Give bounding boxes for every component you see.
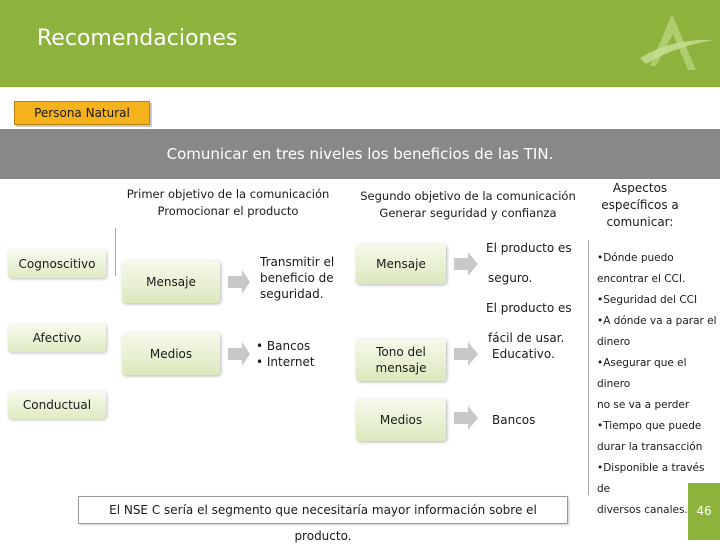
banner: Comunicar en tres niveles los beneficios de las TIN. <box>0 129 720 179</box>
transmitir-line3: seguridad. <box>260 287 324 301</box>
col1-header <box>108 186 348 220</box>
aspect-line: no se va a perder <box>597 399 690 411</box>
aspect-line: encontrar el CCI. <box>597 273 686 285</box>
aspect-line: •Tiempo que puede <box>597 420 702 432</box>
mensaje-text-line3: El producto es <box>486 301 572 315</box>
aspect-line: •A dónde va a parar el <box>597 315 717 327</box>
medios-item-internet: • Internet <box>256 355 315 369</box>
mensaje-text-line4: fácil de usar. <box>488 331 565 345</box>
first-mensaje-box: Mensaje <box>122 261 220 303</box>
arrow-4-icon <box>454 342 478 366</box>
aspect-line: •Seguridad del CCI <box>597 294 698 306</box>
transmitir-text <box>260 254 350 302</box>
bracket-2 <box>588 240 589 495</box>
medios-item-bancos: • Bancos <box>256 339 311 353</box>
col2-line1: Segundo objetivo de la comunicación <box>360 189 576 203</box>
aspect-line: dinero <box>597 336 631 348</box>
mensaje-text-line2: seguro. <box>488 271 533 285</box>
mensaje-text-line1: El producto es <box>486 241 572 255</box>
arrow-2-icon <box>228 342 250 366</box>
first-medios-list <box>256 338 346 370</box>
col3-line1: Aspectos <box>612 181 668 195</box>
col2-header <box>348 188 588 222</box>
second-medios-box: Medios <box>356 399 446 441</box>
second-tono-box <box>356 339 446 381</box>
second-arrows <box>452 252 480 442</box>
bancos-text: Bancos <box>492 413 536 427</box>
level-cognoscitivo: Cognoscitivo <box>8 250 106 278</box>
aspect-line: durar la transacción <box>597 441 703 453</box>
col3-line3: comunicar: <box>606 215 674 229</box>
footer-note: El NSE C sería el segmento que necesitaría mayor información sobre el producto. <box>78 496 568 524</box>
logo-icon <box>610 0 720 87</box>
tono-line1: Tono del <box>376 345 426 359</box>
second-mensaje-text <box>486 233 586 353</box>
bracket-1 <box>115 228 116 276</box>
aspect-line: •Dónde puedo <box>597 252 674 264</box>
aspect-line: diversos canales. <box>597 504 688 516</box>
transmitir-line2: beneficio de <box>260 271 334 285</box>
segment-tag: Persona Natural <box>14 101 150 125</box>
second-mensaje-box: Mensaje <box>356 244 446 284</box>
transmitir-line1: Transmitir el <box>260 255 335 269</box>
educativo-text: Educativo. <box>492 347 555 361</box>
page-title: Recomendaciones <box>37 26 238 51</box>
arrow-3-icon <box>454 252 478 276</box>
col1-line1: Primer objetivo de la comunicación <box>126 187 330 201</box>
col3-line2: específicos a <box>601 198 679 212</box>
aspect-line: •Asegurar que el dinero <box>597 357 687 390</box>
col3-header <box>590 180 690 231</box>
first-medios-box: Medios <box>122 333 220 375</box>
aspects-list <box>597 248 719 521</box>
level-conductual: Conductual <box>8 391 106 419</box>
first-arrows <box>226 268 252 368</box>
level-afectivo: Afectivo <box>8 324 106 352</box>
arrow-1-icon <box>228 270 250 294</box>
page-number: 46 <box>688 483 720 540</box>
tono-line2: mensaje <box>375 361 427 375</box>
col1-line2: Promocionar el producto <box>157 204 299 218</box>
col2-line2: Generar seguridad y confianza <box>379 206 557 220</box>
arrow-5-icon <box>454 406 478 430</box>
aspect-line: •Disponible a través de <box>597 462 705 495</box>
